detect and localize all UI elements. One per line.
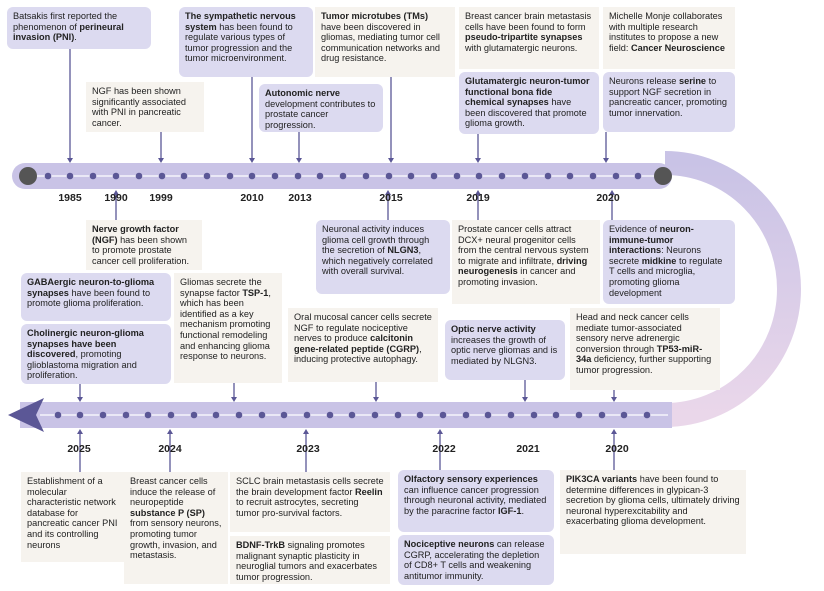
year-label-2024: 2024	[158, 443, 182, 455]
year-label-2023: 2023	[296, 443, 320, 455]
timeline-tick-dot	[499, 173, 506, 180]
connector-arrowhead	[603, 158, 609, 163]
event-2020-tp53-box: Head and neck cancer cells mediate tumor-associated sensory nerve adrenergic conversion through TP53-miR-34a deficiency, further supporting tumor progression.	[570, 308, 720, 390]
event-2020-monje-box: Michelle Monje collaborates with multiple research institutes to propose a new field: Cancer Neuroscience	[603, 7, 735, 69]
connector-arrowhead	[158, 158, 164, 163]
event-2015-tm-box: Tumor microtubes (TMs) have been discovered in gliomas, mediating tumor cell communication networks and drug resistance.	[315, 7, 455, 77]
event-2023-bdnf-box: BDNF-TrkB signaling promotes malignant synaptic plasticity in neuroglial tumors and exacerbates tumor progression.	[230, 536, 390, 584]
timeline-tick-dot	[599, 412, 606, 419]
event-2020-pik3ca-box: PIK3CA variants have been found to determine differences in glypican-3 secretion by glioma cells, ultimately driving neuronal hyperexcitability and exacerbating glioma development.	[560, 470, 746, 554]
timeline-turn-dot	[654, 167, 672, 185]
timeline-tick-dot	[145, 412, 152, 419]
year-label-1990: 1990	[104, 192, 128, 204]
event-2013-box: Autonomic nerve development contributes to prostate cancer progression.	[259, 84, 383, 132]
timeline-tick-dot	[508, 412, 515, 419]
connector-arrowhead	[522, 397, 528, 402]
timeline-tick-dot	[567, 173, 574, 180]
year-label-2020-bottom: 2020	[605, 443, 629, 455]
year-label-2020-top: 2020	[596, 192, 620, 204]
event-1990-box: Nerve growth factor (NGF) has been shown to promote prostate cancer cell proliferation.	[86, 220, 202, 270]
timeline-tick-dot	[431, 173, 438, 180]
connector-arrowhead	[388, 158, 394, 163]
timeline-tick-dot	[522, 173, 529, 180]
timeline-tick-dot	[613, 173, 620, 180]
timeline-tick-dot	[576, 412, 583, 419]
timeline-tick-dot	[635, 173, 642, 180]
event-2023-cgrp-box: Oral mucosal cancer cells secrete NGF to regulate nociceptive nerves to produce calcitonin gene-related peptide (CGRP), inducing protective autophagy.	[288, 308, 438, 382]
year-label-2015: 2015	[379, 192, 403, 204]
connector-arrowhead	[611, 397, 617, 402]
event-2015-nlgn3-box: Neuronal activity induces glioma cell growth through the secretion of NLGN3, which negatively correlated with overall survival.	[316, 220, 450, 294]
event-2022-olfactory-box: Olfactory sensory experiences can influence cancer progression through neuronal activity, mediated by the paracrine factor IGF-1.	[398, 470, 554, 532]
connector-arrowhead	[167, 429, 173, 434]
timeline-tick-dot	[386, 173, 393, 180]
timeline-tick-dot	[100, 412, 107, 419]
timeline-tick-dot	[590, 173, 597, 180]
timeline-tick-dot	[454, 173, 461, 180]
connector-arrowhead	[611, 429, 617, 434]
connector-arrowhead	[475, 158, 481, 163]
timeline-tick-dot	[55, 412, 62, 419]
event-2025-database-box: Establishment of a molecular characteristic network database for pancreatic cancer PNI and its controlling neurons	[21, 472, 125, 562]
timeline-tick-dot	[67, 173, 74, 180]
event-2025-cholinergic-box: Cholinergic neuron-glioma synapses have been discovered, promoting glioblastoma migration and proliferation.	[21, 324, 171, 384]
event-2022-nociceptive-box: Nociceptive neurons can release CGRP, accelerating the depletion of CD8+ T cells and weakening antitumor immunity.	[398, 535, 554, 585]
timeline-tick-dot	[463, 412, 470, 419]
timeline-tick-dot	[304, 412, 311, 419]
timeline-tick-dot	[249, 173, 256, 180]
timeline-tick-dot	[123, 412, 130, 419]
year-label-2021: 2021	[516, 443, 540, 455]
timeline-tick-dot	[372, 412, 379, 419]
connector-arrowhead	[249, 158, 255, 163]
timeline-tick-dot	[545, 173, 552, 180]
timeline-tick-dot	[327, 412, 334, 419]
timeline-tick-dot	[204, 173, 211, 180]
timeline-tick-dot	[168, 412, 175, 419]
timeline-tick-dot	[553, 412, 560, 419]
connector-arrowhead	[296, 158, 302, 163]
timeline-tick-dot	[181, 173, 188, 180]
year-label-2025: 2025	[67, 443, 91, 455]
event-2019-glutamatergic-box: Glutamatergic neuron-tumor functional bona fide chemical synapses have been discovered that promote glioma growth.	[459, 72, 599, 134]
connector-arrowhead	[231, 397, 237, 402]
event-1985-box: Batsakis first reported the phenomenon of perineural invasion (PNI).	[7, 7, 151, 49]
event-2010-box: The sympathetic nervous system has been found to regulate various types of tumor progression and the tumor microenvironment.	[179, 7, 313, 77]
timeline-tick-dot	[113, 173, 120, 180]
connector-arrowhead	[77, 397, 83, 402]
connector-arrowhead	[303, 429, 309, 434]
event-2020-serine-box: Neurons release serine to support NGF secretion in pancreatic cancer, promoting tumor innervation.	[603, 72, 735, 132]
timeline-tick-dot	[77, 412, 84, 419]
timeline-tick-dot	[227, 173, 234, 180]
year-label-1999: 1999	[149, 192, 173, 204]
event-2020-immune-box: Evidence of neuron-immune-tumor interactions: Neurons secrete midkine to regulate T cells and microglia, promoting glioma development	[603, 220, 735, 304]
event-2025-gabaergic-box: GABAergic neuron-to-glioma synapses have been found to promote glioma proliferation.	[21, 273, 171, 321]
event-1999-box: NGF has been shown significantly associated with PNI in pancreatic cancer.	[86, 82, 204, 132]
timeline-tick-dot	[349, 412, 356, 419]
timeline-tick-dot	[159, 173, 166, 180]
timeline-tick-dot	[408, 173, 415, 180]
timeline-tick-dot	[45, 173, 52, 180]
timeline-tick-dot	[281, 412, 288, 419]
year-label-2010: 2010	[240, 192, 264, 204]
timeline-tick-dot	[395, 412, 402, 419]
year-label-2013: 2013	[288, 192, 312, 204]
timeline-start-dot	[19, 167, 37, 185]
timeline-tick-dot	[259, 412, 266, 419]
timeline-tick-dot	[417, 412, 424, 419]
event-2021-optic-box: Optic nerve activity increases the growth of optic nerve gliomas and is mediated by NLGN3.	[445, 320, 565, 380]
year-label-1985: 1985	[58, 192, 82, 204]
event-2023-reelin-box: SCLC brain metastasis cells secrete the brain development factor Reelin to recruit astrocytes, secreting tumor pro-survival factors.	[230, 472, 390, 532]
timeline-tick-dot	[136, 173, 143, 180]
timeline-tick-dot	[363, 173, 370, 180]
timeline-tick-dot	[644, 412, 651, 419]
connector-arrowhead	[67, 158, 73, 163]
timeline-tick-dot	[213, 412, 220, 419]
event-2019-prostate-box: Prostate cancer cells attract DCX+ neural progenitor cells from the central nervous system to migrate and infiltrate, driving neurogenesis in cancer and promoting invasion.	[452, 220, 600, 304]
connector-arrowhead	[373, 397, 379, 402]
timeline-tick-dot	[317, 173, 324, 180]
year-label-2022: 2022	[432, 443, 456, 455]
year-label-2019: 2019	[466, 192, 490, 204]
timeline-tick-dot	[191, 412, 198, 419]
timeline-tick-dot	[340, 173, 347, 180]
event-2024-tsp1-box: Gliomas secrete the synapse factor TSP-1, which has been identified as a key mechanism promoting functional remodeling and enhancing glioma response to neurons.	[174, 273, 282, 383]
timeline-tick-dot	[440, 412, 447, 419]
timeline-tick-dot	[236, 412, 243, 419]
timeline-tick-dot	[485, 412, 492, 419]
event-2019-breast-box: Breast cancer brain metastasis cells have been found to form pseudo-tripartite synapses with glutamatergic neurons.	[459, 7, 599, 69]
connector-arrowhead	[77, 429, 83, 434]
connector-arrowhead	[437, 429, 443, 434]
timeline-tick-dot	[272, 173, 279, 180]
timeline-tick-dot	[476, 173, 483, 180]
timeline-tick-dot	[621, 412, 628, 419]
timeline-tick-dot	[90, 173, 97, 180]
event-2024-sp-box: Breast cancer cells induce the release of neuropeptide substance P (SP) from sensory neurons, promoting tumor growth, invasion, and metastasis.	[124, 472, 228, 584]
timeline-tick-dot	[295, 173, 302, 180]
timeline-tick-dot	[531, 412, 538, 419]
